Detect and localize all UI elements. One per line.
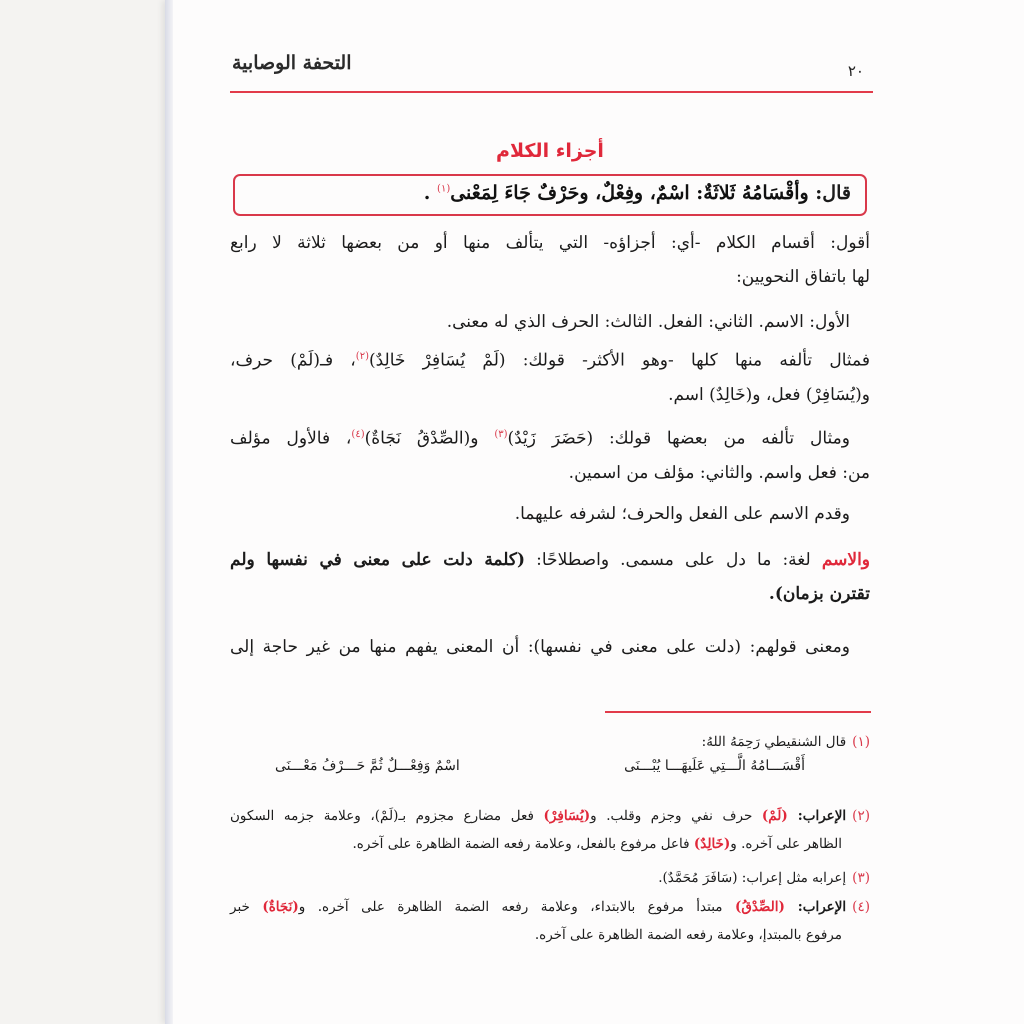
fn2-line1: [230, 802, 870, 830]
footnote-ref-1[interactable]: (١): [437, 183, 451, 195]
paragraph-4: [230, 418, 870, 490]
book-page: [165, 0, 1024, 1024]
footnote-4: [230, 893, 870, 949]
fn1-number: (١): [852, 734, 870, 750]
section-title: أجزاء الكلام: [496, 140, 604, 162]
fn2-term-yusafir: (يُسَافِرْ): [543, 808, 591, 824]
fn2-text-b: حرف نفي وجزم وقلب. و: [590, 808, 762, 824]
fn4-text-b: مبتدأ مرفوع بالابتداء، وعلامة رفعه الضمة الظاهرة على آخره. و: [298, 899, 735, 915]
header-rule: [230, 91, 873, 93]
book-title-calligraphy: التحفة الوصابية: [232, 52, 352, 74]
fn3-text: إعرابه مثل إعراب: (سَافَرَ مُحَمَّدٌ).: [658, 870, 847, 886]
matn-qal: قال:: [815, 182, 851, 204]
paragraph-3: [230, 340, 870, 412]
p3-text-b: ، فـ(لَمْ) حرف،: [230, 350, 356, 371]
p4-text-b: و(الصِّدْقُ نَجَاةٌ): [364, 428, 495, 449]
paragraph-2: [230, 305, 870, 339]
matn-text: [424, 182, 851, 204]
p1-line2: لها باتفاق النحويين:: [736, 267, 870, 287]
p3-text-a: فمثال تألفه منها كلها -وهو الأكثر- قولك: (لَمْ يُسَافِرْ خَالِدٌ): [368, 350, 870, 371]
footnote-3: [230, 864, 870, 892]
paragraph-6: [230, 543, 870, 611]
fn2-line2: [230, 830, 870, 858]
p4-text-c: ، فالأول مؤلف: [230, 428, 352, 449]
fn2-label: الإعراب:: [787, 808, 847, 824]
fn4-term-najah: (نَجَاةٌ): [262, 899, 299, 915]
p6-line1: [230, 543, 870, 577]
matn-end: .: [423, 182, 431, 204]
poem-hemistich-1: أَقْسَـــامُهُ الَّـــتِي عَلَيهَـــا يُبْـــنَى: [624, 758, 805, 774]
matn-body: وأقْسَامُهُ ثَلاثَةٌ: اسْمٌ، وفِعْلٌ، وحَرْفٌ جَاءَ لِمَعْنى: [450, 182, 809, 204]
fn3-number: (٣): [852, 870, 870, 886]
fn4-line2: مرفوع بالمبتدإ، وعلامة رفعه الضمة الظاهرة على آخره.: [534, 927, 842, 943]
paragraph-7: [230, 630, 870, 664]
p3-line1: [230, 340, 870, 378]
page-number: ٢٠: [847, 62, 864, 80]
paragraph-5: [230, 497, 870, 531]
p2-line: الأول: الاسم. الثاني: الفعل. الثالث: الحرف الذي له معنى.: [446, 312, 850, 332]
fn4-line1: [230, 893, 870, 921]
p4-line1: [230, 418, 870, 456]
fn4-text-c: خبر: [230, 899, 263, 915]
fn3-line: [230, 864, 870, 892]
page-spine: [165, 0, 173, 1024]
footnote-ref-2[interactable]: (٢): [355, 351, 369, 362]
fn2-text-d: الظاهر على آخره. و: [730, 836, 842, 852]
fn4-label: الإعراب:: [784, 899, 847, 915]
fn2-text-e: فاعل مرفوع بالفعل، وعلامة رفعه الضمة الظاهرة على آخره.: [352, 836, 694, 852]
running-header: [230, 52, 870, 86]
fn2-number: (٢): [852, 808, 870, 824]
footnote-ref-4[interactable]: (٤): [351, 429, 365, 440]
footnote-rule: [605, 711, 871, 713]
p1-line1: أقول: أقسام الكلام -أي: أجزاؤه- التي يتألف منها أو من بعضها ثلاثة لا رابع: [230, 233, 870, 253]
fn2-term-khalid: (خَالِدٌ): [693, 836, 731, 852]
footnote-ref-3[interactable]: (٣): [494, 429, 508, 440]
term-ism: والاسم: [821, 550, 870, 570]
poem-hemistich-2: اسْمٌ وَفِعْـــلٌ ثُمَّ حَـــرْفُ مَعْـــنَى: [275, 758, 460, 774]
p4-line2: من: فعل واسم. والثاني: مؤلف من اسمين.: [568, 462, 870, 483]
footnote-2: [230, 802, 870, 858]
p6-line2: تقترن بزمان).: [768, 584, 870, 604]
p4-text-a: ومثال تألفه من بعضها قولك: (حَضَرَ زَيْدٌ): [507, 428, 850, 449]
fn4-term-sidq: (الصِّدْقُ): [734, 899, 785, 915]
fn1-line: [230, 728, 870, 756]
matn-box: [233, 174, 867, 216]
p7-line: ومعنى قولهم: (دلت على معنى في نفسها): أن المعنى يفهم منها من غير حاجة إلى: [230, 637, 850, 657]
fn2-term-lam: (لَمْ): [761, 808, 788, 824]
fn1-text: قال الشنقيطي رَحِمَهُ اللهُ:: [701, 734, 847, 750]
p5-line: وقدم الاسم على الفعل والحرف؛ لشرفه عليهما.: [514, 504, 850, 524]
footnote-1: [230, 728, 870, 756]
p6-definition: (كلمة دلت على معنى في نفسها ولم: [230, 550, 526, 570]
p3-line2: و(يُسَافِرْ) فعل، و(خَالِدٌ) اسم.: [668, 384, 870, 405]
paragraph-1: [230, 226, 870, 294]
p6-text-a: لغة: ما دل على مسمى. واصطلاحًا:: [525, 550, 822, 570]
fn2-text-c: فعل مضارع مجزوم بـ(لَمْ)، وعلامة جزمه السكون: [230, 808, 544, 824]
fn4-number: (٤): [852, 899, 870, 915]
